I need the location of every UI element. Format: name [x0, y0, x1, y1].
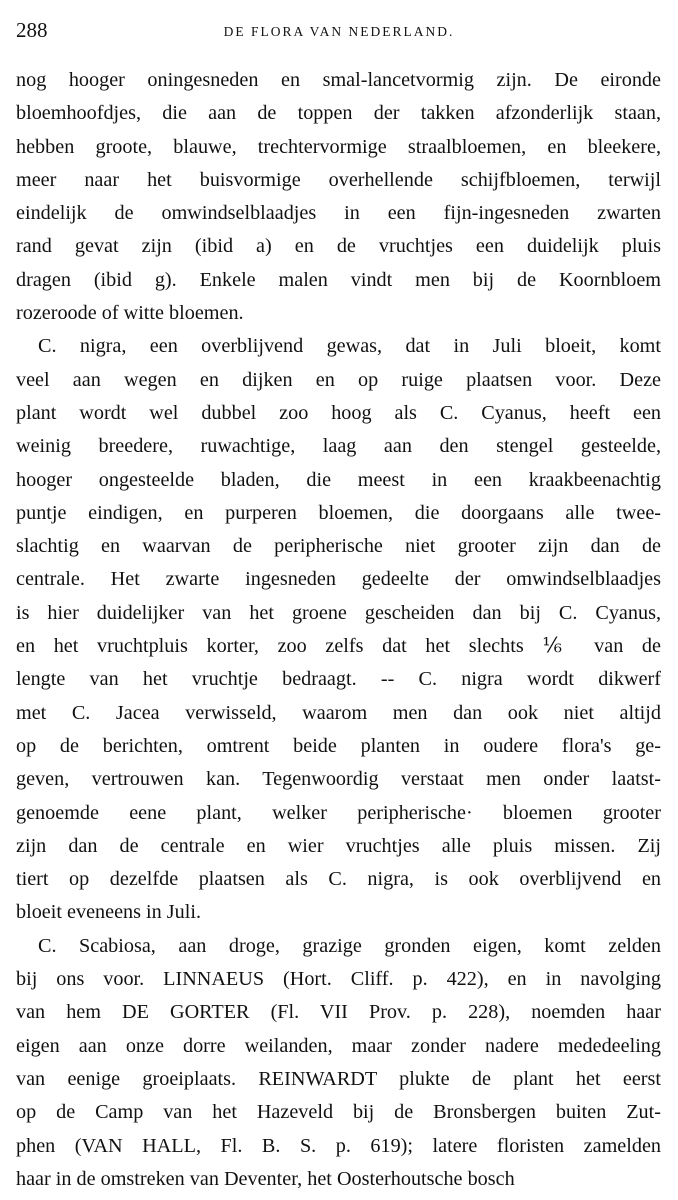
text-line: geven, vertrouwen kan. Tegenwoordig verstaat men onder laatst-	[16, 768, 661, 791]
text-line: bloemhoofdjes, die aan de toppen der takken afzonderlijk staan,	[16, 102, 661, 125]
text-line: rozeroode of witte bloemen.	[16, 302, 244, 325]
text-line: veel aan wegen en dijken en op ruige plaatsen voor. Deze	[16, 368, 661, 391]
text-line: puntje eindigen, en purperen bloemen, die doorgaans alle twee-	[16, 501, 661, 524]
text-line: weinig breedere, ruwachtige, laag aan den stengel gesteelde,	[16, 435, 661, 458]
text-line: en het vruchtpluis korter, zoo zelfs dat het slechts ⅙ van de	[16, 635, 661, 658]
text-line: is hier duidelijker van het groene gescheiden dan bij C. Cyanus,	[16, 601, 661, 624]
page-body	[16, 64, 661, 1196]
text-line: hooger ongesteelde bladen, die meest in een kraakbeenachtig	[16, 468, 661, 491]
text-line: van eenige groeiplaats. REINWARDT plukte de plant het eerst	[16, 1067, 661, 1090]
text-line: eigen aan onze dorre weilanden, maar zonder nadere mededeeling	[16, 1034, 661, 1057]
paragraph	[16, 930, 661, 1196]
text-line: rand gevat zijn (ibid a) en de vruchtjes een duidelijk pluis	[16, 235, 661, 258]
text-line: plant wordt wel dubbel zoo hoog als C. Cyanus, heeft een	[16, 401, 661, 424]
text-line: bij ons voor. LINNAEUS (Hort. Cliff. p. 422), en in navolging	[16, 968, 661, 991]
text-line: slachtig en waarvan de peripherische niet grooter zijn dan de	[16, 535, 661, 558]
text-line: van hem DE GORTER (Fl. VII Prov. p. 228), noemden haar	[16, 1001, 661, 1024]
text-line: genoemde eene plant, welker peripherische· bloemen grooter	[16, 801, 661, 824]
text-line: dragen (ibid g). Enkele malen vindt men bij de Koornbloem	[16, 268, 661, 291]
text-line: bloeit eveneens in Juli.	[16, 901, 202, 924]
page-number: 288	[16, 18, 48, 42]
text-line: met C. Jacea verwisseld, waarom men dan ook niet altijd	[16, 701, 661, 724]
text-line: tiert op dezelfde plaatsen als C. nigra, is ook overblijvend en	[16, 868, 661, 891]
text-line: nog hooger oningesneden en smal-lancetvormig zijn. De eironde	[16, 69, 661, 91]
text-line: phen (VAN HALL, Fl. B. S. p. 619); latere floristen zamelden	[16, 1134, 661, 1157]
paragraph	[16, 64, 661, 330]
text-line: haar in de omstreken van Deventer, het Oosterhoutsche bosch	[16, 1167, 515, 1190]
text-line: lengte van het vruchtje bedraagt. -- C. nigra wordt dikwerf	[16, 668, 661, 691]
paragraph	[16, 330, 661, 929]
text-line: C. Scabiosa, aan droge, grazige gronden eigen, komt zelden	[38, 934, 661, 957]
text-line: op de berichten, omtrent beide planten in oudere flora's ge-	[16, 734, 661, 757]
text-line: op de Camp van het Hazeveld bij de Bronsbergen buiten Zut-	[16, 1101, 661, 1124]
text-line: zijn dan de centrale en wier vruchtjes alle pluis missen. Zij	[16, 834, 661, 857]
text-line: eindelijk de omwindselblaadjes in een fijn-ingesneden zwarten	[16, 202, 661, 225]
text-line: C. nigra, een overblijvend gewas, dat in Juli bloeit, komt	[38, 335, 661, 358]
page-header	[16, 18, 662, 48]
text-line: hebben groote, blauwe, trechtervormige straalbloemen, en bleekere,	[16, 135, 661, 158]
text-line: meer naar het buisvormige overhellende schijfbloemen, terwijl	[16, 168, 661, 191]
text-line: centrale. Het zwarte ingesneden gedeelte der omwindselblaadjes	[16, 568, 661, 591]
running-head: DE FLORA VAN NEDERLAND.	[223, 24, 455, 39]
